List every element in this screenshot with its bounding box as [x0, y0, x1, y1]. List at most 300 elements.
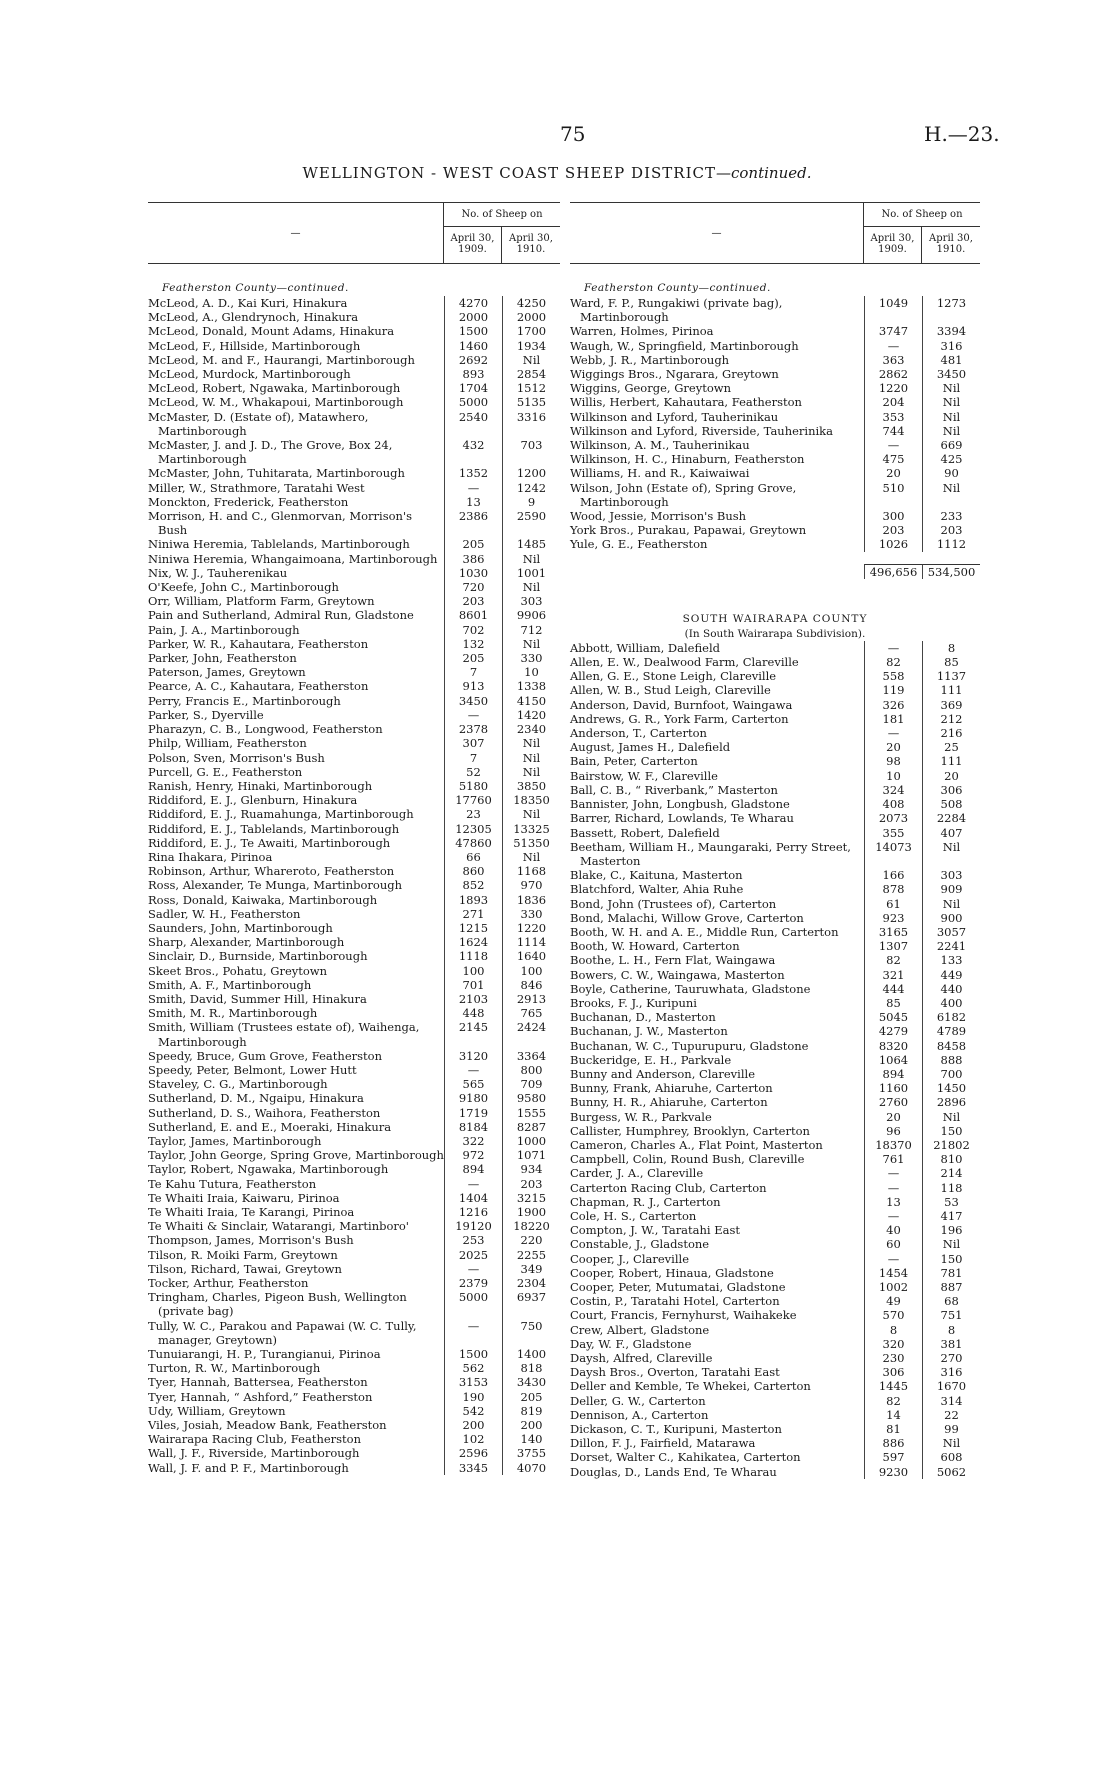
sheep-1910: 1200: [502, 466, 560, 480]
row-name: Court, Francis, Fernyhurst, Waihakeke: [570, 1308, 797, 1323]
sheep-1909: 432: [444, 438, 502, 466]
sheep-1909: 8320: [864, 1039, 922, 1053]
row-name: Taylor, James, Martinborough: [148, 1133, 322, 1148]
row-name: Burgess, W. R., Parkvale: [570, 1109, 712, 1124]
table-row: [148, 893, 560, 907]
row-name: Sinclair, D., Burnside, Martinborough: [148, 949, 368, 964]
sheep-1909: 20: [864, 1110, 922, 1124]
row-name: Costin, P., Taratahi Hotel, Carterton: [570, 1294, 780, 1309]
sheep-1910: 21802: [922, 1138, 980, 1152]
row-name: Wairarapa Racing Club, Featherston: [148, 1432, 362, 1447]
sheep-1910: Nil: [502, 751, 560, 765]
table-row: [570, 769, 980, 783]
table-row: [148, 1390, 560, 1404]
sheep-1909: —: [864, 438, 922, 452]
sheep-1910: Nil: [502, 637, 560, 651]
sheep-1910: 1273: [922, 296, 980, 324]
sheep-1909: 2103: [444, 992, 502, 1006]
sheep-1909: —: [444, 708, 502, 722]
table-row: [570, 1465, 980, 1479]
table-row: [570, 438, 980, 452]
sheep-1910: 203: [922, 523, 980, 537]
sheep-1909: 166: [864, 868, 922, 882]
sheep-1910: 316: [922, 339, 980, 353]
table-row: [148, 978, 560, 992]
table-row: [148, 665, 560, 679]
sheep-1910: 709: [502, 1077, 560, 1091]
sheep-1909: 3450: [444, 694, 502, 708]
sheep-1910: 1000: [502, 1134, 560, 1148]
sheep-1910: 316: [922, 1365, 980, 1379]
sheep-1910: 1114: [502, 935, 560, 949]
row-name: Allen, G. E., Stone Leigh, Clareville: [570, 669, 777, 684]
table-row: [570, 1252, 980, 1266]
sheep-1910: 9: [502, 495, 560, 509]
sheep-1910: 449: [922, 968, 980, 982]
sheep-1910: 2000: [502, 310, 560, 324]
table-row: [148, 1361, 560, 1375]
row-name: Bairstow, W. F., Clareville: [570, 768, 718, 783]
sheep-1910: 407: [922, 826, 980, 840]
row-name: Tringham, Charles, Pigeon Bush, Wellington (private bag): [148, 1290, 407, 1319]
row-name: Rina Ihakara, Pirinoa: [148, 849, 273, 864]
sheep-1910: 417: [922, 1209, 980, 1223]
sheep-1909: 744: [864, 424, 922, 438]
row-name: Compton, J. W., Taratahi East: [570, 1223, 741, 1238]
table-row: [570, 1166, 980, 1180]
sheep-1909: 14073: [864, 840, 922, 868]
sheep-1909: —: [864, 726, 922, 740]
sheep-1910: 1934: [502, 339, 560, 353]
row-name: Wiggins, George, Greytown: [570, 381, 731, 396]
row-name: Cole, H. S., Carterton: [570, 1208, 697, 1223]
sheep-1909: 306: [864, 1365, 922, 1379]
table-row: [570, 953, 980, 967]
sheep-1909: 2379: [444, 1276, 502, 1290]
sheep-1909: 558: [864, 669, 922, 683]
sheep-1909: —: [864, 1252, 922, 1266]
table-row: [148, 1148, 560, 1162]
sheep-1910: 10: [502, 665, 560, 679]
sheep-1910: 100: [502, 964, 560, 978]
table-row: [148, 552, 560, 566]
sheep-1909: 1118: [444, 949, 502, 963]
table-row: [148, 1077, 560, 1091]
table-row: [148, 1006, 560, 1020]
sheep-1910: 111: [922, 754, 980, 768]
sheep-1909: 2073: [864, 811, 922, 825]
table-row: [570, 1024, 980, 1038]
sheep-1909: 2540: [444, 410, 502, 438]
sheep-1909: 7: [444, 665, 502, 679]
table-row: [148, 1205, 560, 1219]
sheep-1910: 6182: [922, 1010, 980, 1024]
row-name: Nix, W. J., Tauherenikau: [148, 565, 288, 580]
row-name: Constable, J., Gladstone: [570, 1237, 710, 1252]
sheep-1909: 230: [864, 1351, 922, 1365]
sheep-1909: 190: [444, 1390, 502, 1404]
table-row: [148, 1120, 560, 1134]
table-row: [148, 651, 560, 665]
sheep-1910: 233: [922, 509, 980, 523]
table-row: [148, 481, 560, 495]
row-name: Day, W. F., Gladstone: [570, 1336, 692, 1351]
row-name: Pain and Sutherland, Admiral Run, Gladstone: [148, 608, 414, 623]
row-name: Parker, S., Dyerville: [148, 707, 264, 722]
sheep-1909: —: [444, 1063, 502, 1077]
row-name: Orr, William, Platform Farm, Greytown: [148, 594, 375, 609]
sheep-1909: 18370: [864, 1138, 922, 1152]
row-name: Taylor, Robert, Ngawaka, Martinborough: [148, 1162, 389, 1177]
sheep-1910: 8: [922, 641, 980, 655]
sheep-1909: 1026: [864, 537, 922, 551]
row-name: Perry, Francis E., Martinborough: [148, 693, 341, 708]
row-name: Monckton, Frederick, Featherston: [148, 494, 349, 509]
table-row: [570, 1337, 980, 1351]
row-name: Cooper, J., Clareville: [570, 1251, 690, 1266]
table-row: [570, 683, 980, 697]
sheep-1909: 204: [864, 395, 922, 409]
sheep-1910: Nil: [922, 1237, 980, 1251]
sheep-1909: 49: [864, 1294, 922, 1308]
row-name: Anderson, David, Burnfoot, Waingawa: [570, 697, 793, 712]
row-name: Wilkinson, A. M., Tauherinikau: [570, 438, 750, 453]
sheep-1910: 1420: [502, 708, 560, 722]
table-row: [570, 1039, 980, 1053]
sheep-1910: 25: [922, 740, 980, 754]
table-row: [148, 296, 560, 310]
table-row: [148, 395, 560, 409]
row-name: Wiggings Bros., Ngarara, Greytown: [570, 367, 779, 382]
table-row: [148, 466, 560, 480]
sheep-1909: —: [864, 1166, 922, 1180]
row-name: McMaster, D. (Estate of), Matawhero, Martinborough: [148, 409, 369, 438]
sheep-1909: 702: [444, 623, 502, 637]
sheep-1910: 6937: [502, 1290, 560, 1318]
table-row: [570, 1152, 980, 1166]
row-name: Bond, Malachi, Willow Grove, Carterton: [570, 910, 804, 925]
sheep-1910: 2424: [502, 1020, 560, 1048]
row-name: Callister, Humphrey, Brooklyn, Carterton: [570, 1123, 810, 1138]
row-name: Bassett, Robert, Dalefield: [570, 825, 720, 840]
table-row: [148, 694, 560, 708]
table-row: [148, 964, 560, 978]
row-name: Abbott, William, Dalefield: [570, 640, 720, 655]
sheep-1910: Nil: [502, 580, 560, 594]
table-row: [148, 708, 560, 722]
sheep-1909: 203: [444, 594, 502, 608]
row-name: Skeet Bros., Pohatu, Greytown: [148, 963, 328, 978]
table-row: [148, 1375, 560, 1389]
row-name: Smith, William (Trustees estate of), Waihenga, Martinborough: [148, 1020, 420, 1049]
table-row: [570, 840, 980, 868]
row-name: O'Keefe, John C., Martinborough: [148, 580, 339, 595]
table-row: [148, 381, 560, 395]
sheep-1910: 214: [922, 1166, 980, 1180]
sheep-1909: 20: [864, 740, 922, 754]
sheep-1909: 132: [444, 637, 502, 651]
left-column: [148, 202, 560, 1475]
sheep-1910: 8: [922, 1323, 980, 1337]
row-name: Douglas, D., Lands End, Te Wharau: [570, 1464, 777, 1479]
row-name: Buckeridge, E. H., Parkvale: [570, 1052, 732, 1067]
sheep-1909: 5180: [444, 779, 502, 793]
sheep-1909: 720: [444, 580, 502, 594]
sheep-1910: 9906: [502, 608, 560, 622]
row-name: Smith, A. F., Martinborough: [148, 977, 312, 992]
row-name: Daysh, Alfred, Clareville: [570, 1351, 713, 1366]
row-name: Sutherland, D. S., Waihora, Featherston: [148, 1105, 381, 1120]
sheep-1910: Nil: [922, 381, 980, 395]
row-name: Boyle, Catherine, Tauruwhata, Gladstone: [570, 981, 811, 996]
row-name: Smith, David, Summer Hill, Hinakura: [148, 991, 367, 1006]
table-row: [148, 1262, 560, 1276]
row-name: Niniwa Heremia, Tablelands, Martinborough: [148, 537, 410, 552]
sheep-1909: 2025: [444, 1248, 502, 1262]
row-name: Chapman, R. J., Carterton: [570, 1194, 721, 1209]
sheep-1909: 321: [864, 968, 922, 982]
right-table-header: [570, 202, 980, 264]
table-row: [570, 410, 980, 424]
row-name: Te Whaiti & Sinclair, Watarangi, Martinboro': [148, 1219, 409, 1234]
sheep-1910: 2284: [922, 811, 980, 825]
row-name: Wilkinson and Lyford, Tauherinikau: [570, 409, 779, 424]
sheep-1909: 85: [864, 996, 922, 1010]
table-row: [570, 1067, 980, 1081]
row-name: McLeod, Donald, Mount Adams, Hinakura: [148, 324, 395, 339]
sheep-1909: 1719: [444, 1106, 502, 1120]
sheep-1910: 2913: [502, 992, 560, 1006]
table-row: [148, 1319, 560, 1347]
sheep-1909: 61: [864, 897, 922, 911]
sheep-1910: 303: [502, 594, 560, 608]
sheep-1909: 893: [444, 367, 502, 381]
sheep-1909: 82: [864, 1394, 922, 1408]
row-name: Booth, W. H. and A. E., Middle Run, Carterton: [570, 924, 839, 939]
table-row: [148, 580, 560, 594]
sheep-1910: 5135: [502, 395, 560, 409]
sheep-1910: 3057: [922, 925, 980, 939]
row-name: Dillon, F. J., Fairfield, Matarawa: [570, 1436, 756, 1451]
sheep-1910: 1670: [922, 1379, 980, 1393]
sheep-1910: 1338: [502, 679, 560, 693]
row-name: Bunny and Anderson, Clareville: [570, 1066, 755, 1081]
table-row: [570, 481, 980, 509]
sheep-1909: 562: [444, 1361, 502, 1375]
header-col-1909: April 30, 1909.: [444, 227, 502, 263]
sheep-1910: 3316: [502, 410, 560, 438]
sheep-1909: 510: [864, 481, 922, 509]
table-row: [148, 1276, 560, 1290]
sheep-1909: 40: [864, 1223, 922, 1237]
sheep-1910: 5062: [922, 1465, 980, 1479]
table-row: [570, 1081, 980, 1095]
sheep-1909: 1500: [444, 324, 502, 338]
sheep-1910: 508: [922, 797, 980, 811]
sheep-1909: 1220: [864, 381, 922, 395]
table-row: [570, 1408, 980, 1422]
sheep-1910: 314: [922, 1394, 980, 1408]
sheep-1910: 1400: [502, 1347, 560, 1361]
row-name: Pearce, A. C., Kahautara, Featherston: [148, 679, 369, 694]
table-row: [148, 438, 560, 466]
sheep-1910: 703: [502, 438, 560, 466]
right-column: [570, 202, 980, 1479]
row-name: Speedy, Peter, Belmont, Lower Hutt: [148, 1062, 357, 1077]
sheep-1910: 68: [922, 1294, 980, 1308]
table-row: [570, 424, 980, 438]
row-name: Udy, William, Greytown: [148, 1403, 286, 1418]
sheep-1909: 1049: [864, 296, 922, 324]
sheep-1909: 2760: [864, 1095, 922, 1109]
row-name: Polson, Sven, Morrison's Bush: [148, 750, 325, 765]
sheep-1910: 212: [922, 712, 980, 726]
row-name: Waugh, W., Springfield, Martinborough: [570, 338, 799, 353]
row-name: Bannister, John, Longbush, Gladstone: [570, 797, 790, 812]
sheep-1909: —: [444, 1319, 502, 1347]
row-name: Sharp, Alexander, Martinborough: [148, 935, 345, 950]
row-name: McLeod, F., Hillside, Martinborough: [148, 338, 361, 353]
sheep-1909: 8: [864, 1323, 922, 1337]
title-continued: —continued.: [715, 164, 812, 182]
table-row: [570, 1450, 980, 1464]
row-name: McLeod, Robert, Ngawaka, Martinborough: [148, 381, 401, 396]
sheep-1910: 887: [922, 1280, 980, 1294]
sheep-1910: 220: [502, 1233, 560, 1247]
sheep-1909: 2692: [444, 353, 502, 367]
sheep-1910: 270: [922, 1351, 980, 1365]
table-row: [148, 751, 560, 765]
sheep-1910: 700: [922, 1067, 980, 1081]
row-name: Cooper, Peter, Mutumatai, Gladstone: [570, 1280, 786, 1294]
sheep-1909: 1460: [444, 339, 502, 353]
table-row: [570, 339, 980, 353]
sheep-1909: 5000: [444, 395, 502, 409]
sheep-1910: 888: [922, 1053, 980, 1067]
sheep-1909: 2145: [444, 1020, 502, 1048]
sheep-1909: 8184: [444, 1120, 502, 1134]
sheep-1910: 203: [502, 1177, 560, 1191]
sheep-1910: 1168: [502, 864, 560, 878]
table-row: [148, 1347, 560, 1361]
sheep-1909: 353: [864, 410, 922, 424]
row-name: Wilkinson, H. C., Hinaburn, Featherston: [570, 452, 805, 467]
table-row: [148, 637, 560, 651]
sheep-1910: 1220: [502, 921, 560, 935]
total-1910: 534,500: [922, 564, 980, 579]
sheep-1910: 99: [922, 1422, 980, 1436]
table-row: [148, 566, 560, 580]
row-name: Te Whaiti Iraia, Te Karangi, Pirinoa: [148, 1205, 355, 1219]
sheep-1910: 9580: [502, 1091, 560, 1105]
sheep-1910: 781: [922, 1266, 980, 1280]
sheep-1909: 4270: [444, 296, 502, 310]
table-row: [148, 949, 560, 963]
row-name: Willis, Herbert, Kahautara, Featherston: [570, 395, 802, 410]
sheep-1910: 1900: [502, 1205, 560, 1219]
sheep-1910: 1555: [502, 1106, 560, 1120]
sheep-1910: 2590: [502, 509, 560, 537]
table-row: [148, 1091, 560, 1105]
table-row: [148, 324, 560, 338]
sheep-1910: 1640: [502, 949, 560, 963]
table-row: [148, 1418, 560, 1432]
sheep-1909: —: [864, 339, 922, 353]
table-row: [148, 1404, 560, 1418]
table-row: [570, 826, 980, 840]
row-name: York Bros., Purakau, Papawai, Greytown: [570, 523, 807, 538]
table-row: [148, 537, 560, 551]
sheep-1909: 570: [864, 1308, 922, 1322]
table-row: [148, 793, 560, 807]
row-name: Buchanan, J. W., Masterton: [570, 1024, 728, 1039]
row-name: Morrison, H. and C., Glenmorvan, Morrison's Bush: [148, 509, 413, 538]
sheep-1910: Nil: [922, 897, 980, 911]
table-row: [570, 1394, 980, 1408]
table-row: [570, 509, 980, 523]
row-name: Anderson, T., Carterton: [570, 726, 707, 741]
sheep-1909: 205: [444, 651, 502, 665]
table-row: [570, 811, 980, 825]
sheep-1910: 53: [922, 1195, 980, 1209]
sheep-1909: 324: [864, 783, 922, 797]
sheep-1909: 1030: [444, 566, 502, 580]
table-row: [570, 882, 980, 896]
table-row: [148, 509, 560, 537]
table-row: [148, 822, 560, 836]
sheep-1910: 330: [502, 651, 560, 665]
table-row: [570, 367, 980, 381]
sheep-1910: 1001: [502, 566, 560, 580]
sheep-1909: 300: [864, 509, 922, 523]
sheep-1909: 4279: [864, 1024, 922, 1038]
sheep-1910: 1836: [502, 893, 560, 907]
table-row: [148, 1177, 560, 1191]
row-name: Robinson, Arthur, Whareroto, Featherston: [148, 864, 395, 879]
row-name: Tocker, Arthur, Featherston: [148, 1276, 309, 1291]
table-row: [148, 722, 560, 736]
sheep-1909: 860: [444, 864, 502, 878]
sheep-1910: 750: [502, 1319, 560, 1347]
sheep-1910: 900: [922, 911, 980, 925]
sheep-1910: 90: [922, 466, 980, 480]
sheep-1909: 9180: [444, 1091, 502, 1105]
row-name: Campbell, Colin, Round Bush, Clareville: [570, 1152, 805, 1167]
table-row: [570, 452, 980, 466]
sheep-1909: —: [864, 1209, 922, 1223]
row-name: Warren, Holmes, Pirinoa: [570, 324, 714, 339]
row-name: Riddiford, E. J., Tablelands, Martinborough: [148, 821, 400, 836]
sheep-1909: 3747: [864, 324, 922, 338]
header-blank: —: [148, 203, 444, 263]
row-name: McLeod, A., Glendrynoch, Hinakura: [148, 310, 359, 325]
sheep-1909: 2862: [864, 367, 922, 381]
row-name: Bond, John (Trustees of), Carterton: [570, 896, 777, 911]
sheep-1910: 3850: [502, 779, 560, 793]
row-name: Carterton Racing Club, Carterton: [570, 1180, 767, 1195]
header-col-1910: April 30, 1910.: [929, 233, 973, 255]
sheep-1909: 1307: [864, 939, 922, 953]
row-name: McLeod, A. D., Kai Kuri, Hinakura: [148, 296, 348, 310]
title-main: WELLINGTON - WEST COAST SHEEP DISTRICT: [302, 164, 716, 182]
table-row: [148, 679, 560, 693]
row-name: Wilson, John (Estate of), Spring Grove, Martinborough: [570, 480, 797, 509]
sheep-1910: Nil: [502, 353, 560, 367]
right-table-body: [570, 264, 980, 1479]
sheep-1909: 1454: [864, 1266, 922, 1280]
table-row: [570, 754, 980, 768]
sheep-1909: 203: [864, 523, 922, 537]
